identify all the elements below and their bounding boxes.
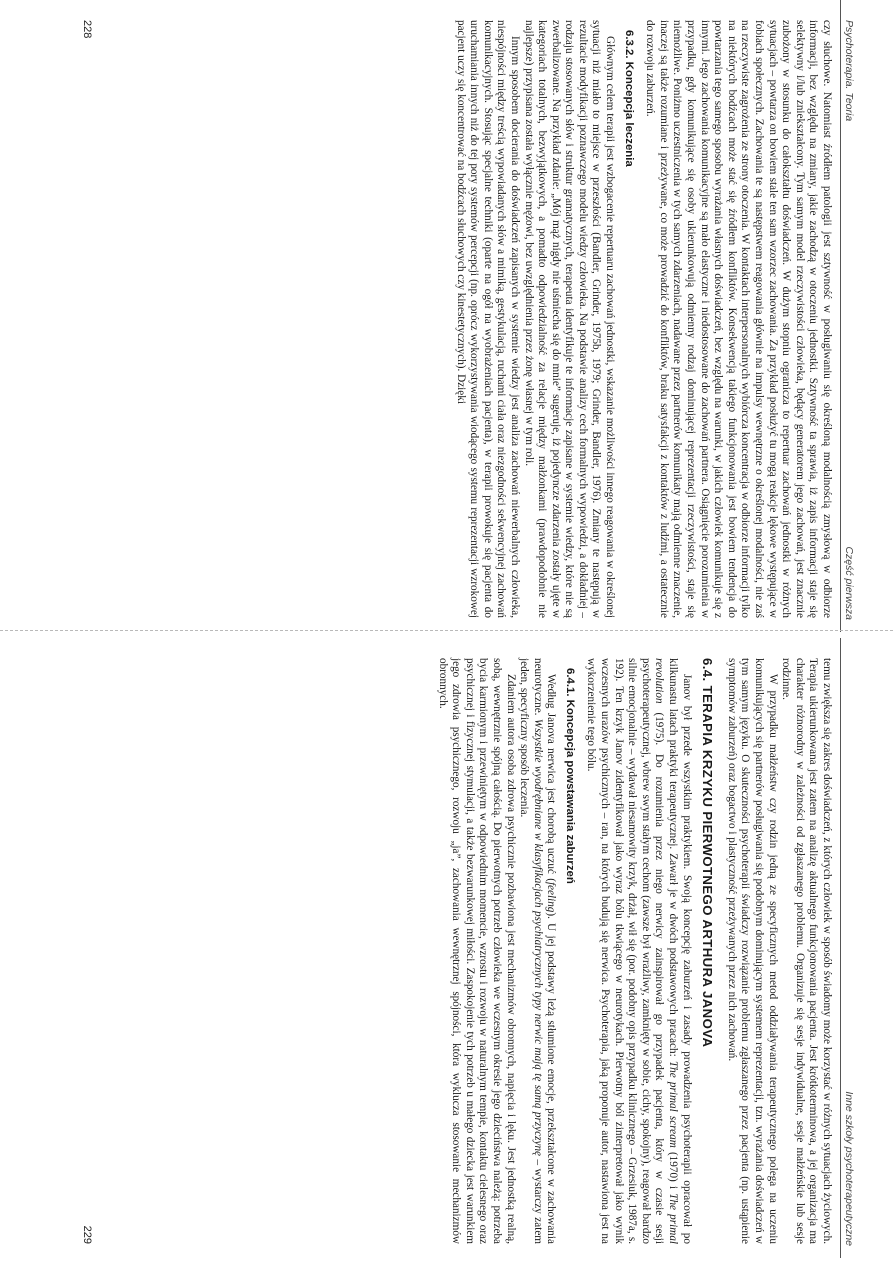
- text-run: – wystarczy zatem jeden, specyficzny sposób leczenia.: [518, 658, 544, 1245]
- section-heading: 6.3.2. Koncepcja leczenia: [622, 30, 635, 167]
- paragraph: Głównym celem terapii jest wzbogacenie repertuaru zachowań jednostki, wskazanie możliwości innego reagowania w określonej sytuacji niż miało to miejsce w przeszłości (Bandler, Grinder, 1975b, 1979; Grinder, Bandler, 1976). Zmiany te następują w rezultacie modyfikacji poznawczego modelu wiedzy człowieka. Na podstawie analizy cech formalnych wypowiedzi, a dokładniej – rodzaju stosowanych słów i struktur gramatycznych, terapeuta identyfikuje te informacje zapisane w systemie wiedzy, które nie są zwerbalizowane. Na przykład zdanie: „Mój mąż nigdy nie uśmiecha się do mnie” sugeruje, iż pojedyncze zdarzenia zostały ujęte w kategoriach totalnych, bezwyjątkowych, a pomadto odpowiedzialność za relacje między małżonkami (prawdopodobnie nie najlepsze) przypisana została wyłącznie mężowi, bez uwzględnienia przez żonę własnej w tym roli.: [522, 20, 617, 618]
- text-run: (1970) i: [667, 1147, 680, 1194]
- page-229-body: [435, 658, 833, 1244]
- page-number: 229: [81, 1225, 93, 1244]
- page-229: [0, 632, 893, 1263]
- chapter-heading: 6.4. TERAPIA KRZYKU PIERWOTNEGO ARTHURA JANOVA: [700, 658, 716, 1048]
- emphasis: Wszystkie wyodrębniane w klasyfikacjach psychiatrycznych typy nerwic mają tę samą przyczynę: [531, 718, 544, 1157]
- paragraph: [584, 658, 693, 1244]
- page-229-content: [75, 638, 855, 1258]
- paragraph: [517, 658, 558, 1244]
- running-header: [840, 0, 855, 632]
- subsection-heading: 6.4.1. Koncepcja powstawania zaburzeń: [563, 668, 576, 884]
- header-book-title: Psychoterapia. Teoria: [843, 20, 855, 122]
- paragraph: Innym sposobem docierania do doświadczeń zapisanych w systemie wiedzy jest analiza zachowań niewerbalnych człowieka, niespójności między treścią wypowiadanych słów a mimiką, gestykulacją, ruchami ciała oraz niezgodności sekwencyjnej zachowań komunikacyjnych. Stosując specjalne techniki (oparte na ogół na wyobrażeniach pacjenta), w terapii prowokuje się pacjenta do uruchamiania innych niż do tej pory systemów percepcji (np. oprócz wykorzystywania wiodącego systemu reprezentacji wzrokowej pacjent uczy się koncentrować na bodźcach słuchowych czy kinestetycznych). Dzięki: [454, 20, 521, 618]
- term: feeling: [545, 881, 558, 913]
- page-number: 228: [81, 20, 93, 39]
- page-228-content: [75, 0, 855, 632]
- page-228-body: [453, 20, 833, 618]
- paragraph: Zdaniem autora osoba zdrowa psychicznie pozbawiona jest mechanizmów obronnych, napięcia i lęku. Jest jednostką realną, sobą, wewnętrznie spójną całością. Do pierwotnych potrzeb człowieka we wczesnym okresie jego dzieciństwa należą: potrzeba bycia karmionym i przewiniętym w odpowiednim momencie, wzrostu i rozwoju w naturalnym tempie, kontaktu cielesnego oraz psychicznej i fizycznej stymulacji, a także bezwarunkowej miłości. Zaspokojenie tych potrzeb u małego dziecka jest warunkiem jego zdrowia psychicznego, rozwoju „ja”, zachowania wewnętrznej spójności, która wyklucza stosowanie mechanizmów obronnych.: [436, 658, 517, 1244]
- paragraph: temu zwiększa się zakres doświadczeń, z których człowiek w sposób świadomy może korzystać w różnych sytuacjach życiowych. Terapia ukierunkowana jest zatem na analizę aktualnego funkcjonowania pacjenta. Jest krótkoterminowa, a jej organizacja ma charakter różnorodny w zależności od zgłaszanego problemu. Organizuje się sesje indywidualne, sesje małżeńskie lub sesje rodzinne.: [780, 658, 833, 1244]
- text-run: Janov był przede wszystkim praktykiem. Swoją koncepcję zaburzeń i zasady prowadzenia psychoterapii opracował po kilkunastu latach praktyki terapeutycznej. Zawarł je w dwóch podstawowych pracach:: [667, 658, 693, 1244]
- text-run: Według Janova nerwica jest chorobą uczuć (: [545, 674, 558, 882]
- header-part-title: Część pierwsza: [843, 546, 855, 620]
- text-run: ). U jej podstawy leżą stłumione emocje, przekształcone w zachowania neurotyczne.: [531, 658, 558, 1244]
- header-chapter-title: Inne szkoły psychoterapeutyczne: [843, 1091, 855, 1246]
- book-title: The primal scream: [667, 1060, 680, 1148]
- book-title: The primal revolution: [653, 658, 680, 1245]
- running-header: [840, 638, 855, 1258]
- paragraph: W przypadku małżeństw czy rodzin jedną ze specyficznych metod oddziaływania terapeutycznego polega na uczeniu komunikujących się partnerów posługiwania się podobnym dominującym systemem reprezentacji, tzn. wyrażania doświadczeń w tym samym języku. O skuteczności psychoterapii świadczy rozwiązanie problemu zgłaszanego przez pacjenta (np. ustąpienie symptomów zaburzeń) oraz bogactwo i plastyczność przeżywanych przez nich zachowań.: [725, 658, 779, 1244]
- paragraph: czy słuchowe. Natomiast źródłem patologii jest sztywność w posługiwaniu się określoną modalnością zmysłową w odbiorze informacji, bez względu na zmiany, jakie zachodzą w otoczeniu jednostki. Sztywność ta sprawia, iż zapis informacji staje się selektywny i/lub zniekształcony. Tym samym model rzeczywistości człowieka, będący generatorem jego zachowań, jest znacznie zubożony w stosunku do całokształtu doświadczeń. W dużym stopniu ogranicza to repertuar zachowań jednostki w różnych sytuacjach – powtarza on bowiem stale ten sam wzorzec zachowania. Za przykład posłużyć tu mogą reakcje lękowe występujące w fobiach społecznych. Zachowania te są następstwem reagowania głównie na impulsy wewnętrzne o określonej modalności, nie zaś na rzeczywiste zagrożenia ze strony otoczenia. W kontaktach interpersonalnych wybiórcza koncentracja w odbiorze informacji tylko na niektórych bodźcach może stać się źródłem konfliktów. Konsekwencją takiego funkcjonowania jest bowiem tendencja do powtarzania tego samego sposobu wyrażania własnych doświadczeń, bez względu na warunki, w jakich człowiek komunikuje się z innymi. Jego zachowania komunikacyjne są mało elastyczne i niedostosowane do zachowań partnera. Osiągnięcie porozumienia w przypadku, gdy komunikujące się osoby ukierunkowują odmienny rodzaj dominującej reprezentacji rzeczywistości, staje się niemożliwe. Poniżmo uczestniczenia w tych samych zdarzeniach, nadawane przez partnerów komunikaty mają odmienne znaczenie, inaczej są także rozumiane i przeżywane, co może prowadzić do konfliktów, braku satysfakcji z kontaktów z ludźmi, a ostatecznie do rozwoju zaburzeń.: [644, 20, 833, 618]
- page-divider: [0, 630, 893, 631]
- text-run: (1975). Do rozumienia przez niego nerwicy zainspirował go przypadek pacjenta, który w czasie sesji psychoterapeutycznej, wbrew swym stałym cechom (zawsze był wrażliwy, zamknięty w sobie, cichy, spokojny), reagował bardzo silnie emocjonalnie – wydawał niesamowity krzyk, drżał, wił się (por. podobny opis przypadku klinicznego – Grzesiuk, 1987a, s. 192). Ten krzyk Janov zidentyfikował jako wyraz bólu tkwiącego w neurotykach. Pierwotny ból zinterpretował jako wynik wczesnych urazów psychicznych – ran, na których budują się nerwica. Psychoterapia, jaką proponuje autor, nastawiona jest na wykorzenienie tego bólu.: [585, 658, 666, 1244]
